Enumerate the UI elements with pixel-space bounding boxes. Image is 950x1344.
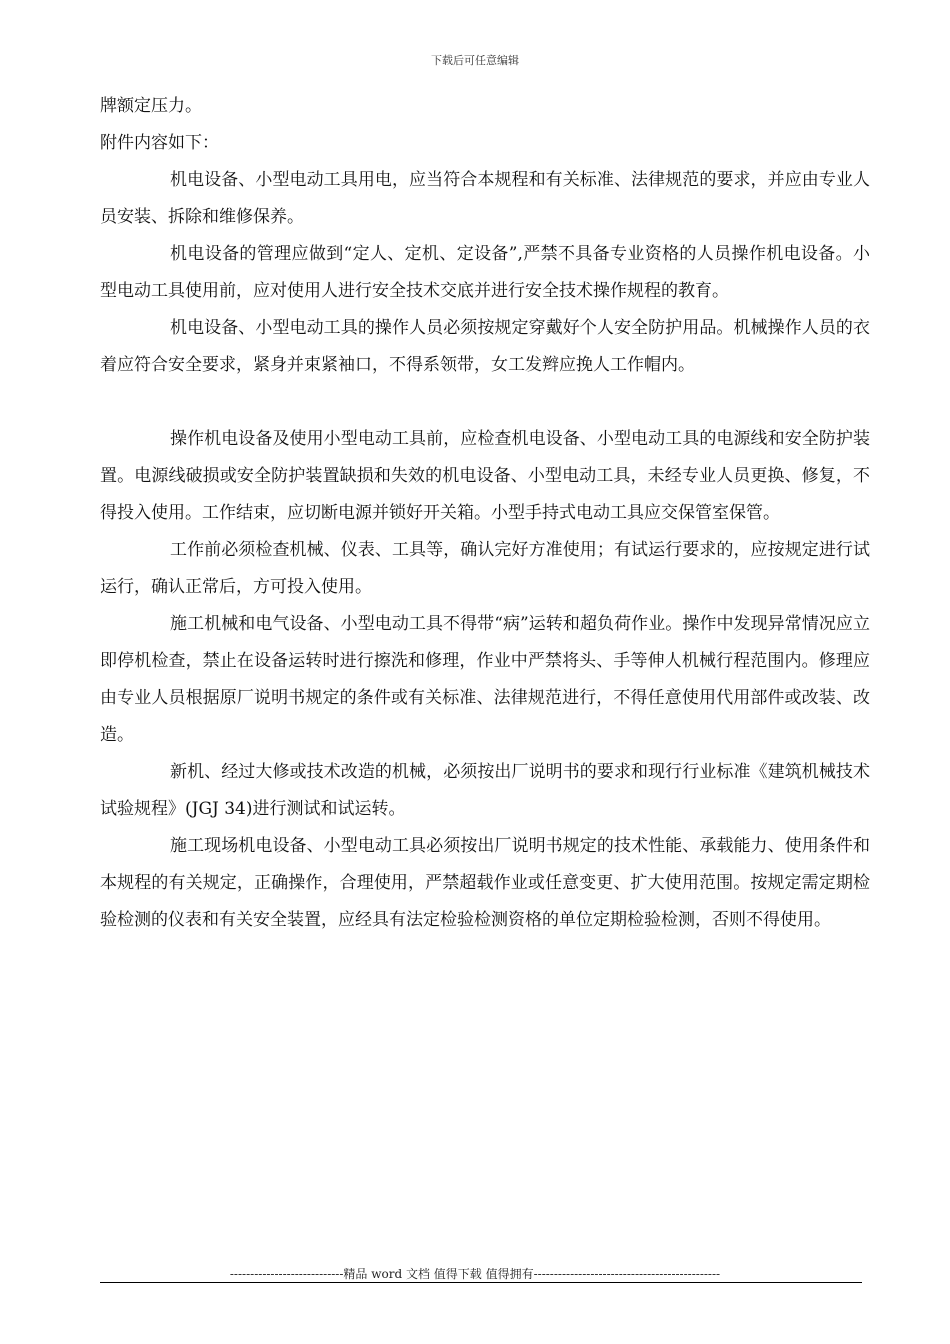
paragraph-site-equipment-usage: 施工现场机电设备、小型电动工具必须按出厂说明书规定的技术性能、承载能力、使用条件和本规程的有关规定，正确操作，合理使用，严禁超载作业或任意变更、扩大使用范围。按规定需定期检验检测的仪表和有关安全装置，应经具有法定检验检测资格的单位定期检验检测，否则不得使用。 bbox=[100, 836, 870, 930]
page-header: 下载后可任意编辑 bbox=[431, 54, 519, 67]
paragraph-equipment-management: 机电设备的管理应做到“定人、定机、定设备”,严禁不具备专业资格的人员操作机电设备。小型电动工具使用前，应对使用人进行安全技术交底并进行安全技术操作规程的教育。 bbox=[100, 244, 870, 301]
paragraph-continuation: 牌额定压力。 bbox=[100, 96, 202, 116]
paragraph-no-faulty-operation: 施工机械和电气设备、小型电动工具不得带“病”运转和超负荷作业。操作中发现异常情况应立即停机检查，禁止在设备运转时进行擦洗和修理，作业中严禁将头、手等伸人机械行程范围内。修理应由专业人员根据原厂说明书规定的条件或有关标准、法律规范进行，不得任意使用代用部件或改装、改造。 bbox=[100, 614, 870, 745]
paragraph-protective-gear: 机电设备、小型电动工具的操作人员必须按规定穿戴好个人安全防护用品。机械操作人员的衣着应符合安全要求，紧身并束紧袖口，不得系领带，女工发辫应挽人工作帽内。 bbox=[100, 318, 870, 375]
document-body bbox=[100, 88, 870, 939]
page-footer: ----------------------------精品 word 文档 值得下载 值得拥有---------------------------------------------- bbox=[229, 1267, 721, 1281]
footer-divider bbox=[100, 1282, 862, 1283]
paragraph-pre-operation-check: 操作机电设备及使用小型电动工具前，应检查机电设备、小型电动工具的电源线和安全防护装置。电源线破损或安全防护装置缺损和失效的机电设备、小型电动工具，未经专业人员更换、修复，不得投入使用。工作结束，应切断电源并锁好开关箱。小型手持式电动工具应交保管室保管。 bbox=[100, 429, 870, 523]
paragraph-pre-work-inspection: 工作前必须检查机械、仪表、工具等，确认完好方准使用；有试运行要求的，应按规定进行试运行，确认正常后，方可投入使用。 bbox=[100, 540, 870, 597]
paragraph-attachment-intro: 附件内容如下： bbox=[100, 133, 219, 153]
paragraph-power-usage: 机电设备、小型电动工具用电，应当符合本规程和有关标准、法律规范的要求，并应由专业人员安装、拆除和维修保养。 bbox=[100, 170, 870, 227]
paragraph-new-machine-testing: 新机、经过大修或技术改造的机械，必须按出厂说明书的要求和现行行业标准《建筑机械技术试验规程》(JGJ 34)进行测试和试运转。 bbox=[100, 762, 870, 819]
